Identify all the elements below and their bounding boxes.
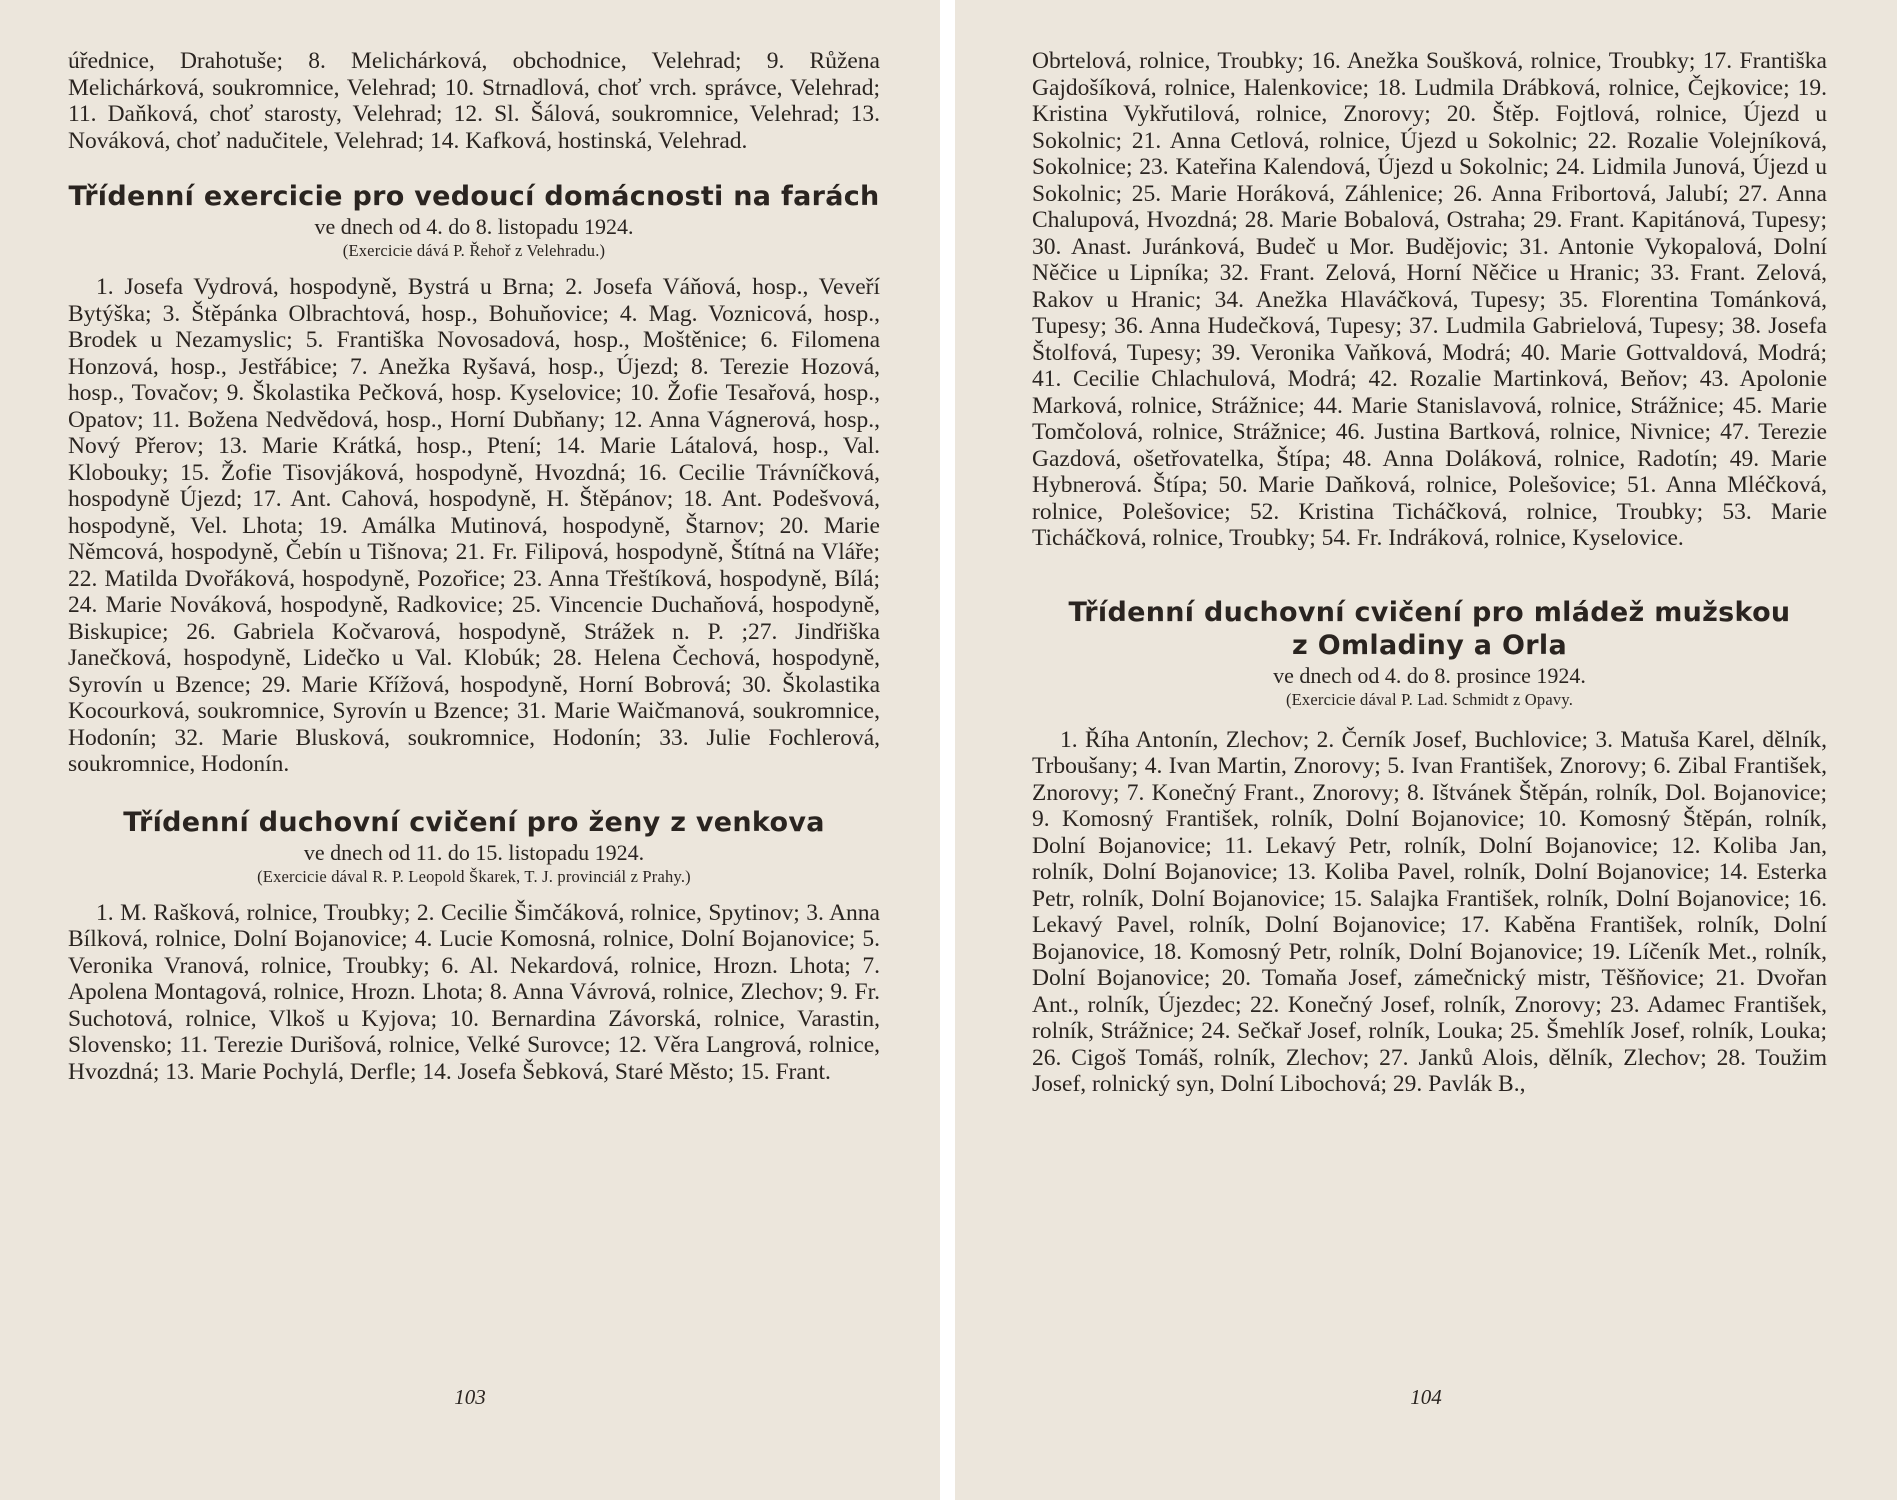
section-heading-young-men [1032,596,1827,662]
participant-list: 1. Říha Antonín, Zlechov; 2. Černík Josef, Buchlovice; 3. Matuša Karel, dělník, Trboušany; 4. Ivan Martin, Znorovy; 5. Ivan František, Znorovy; 6. Zibal František, Znorovy; 7. Konečný Frant., Znorovy; 8. Ištvánek Štěpán, rolník, Dol. Bojanovice; 9. Komosný František, rolník, Dolní Bojanovice; 10. Komosný Štěpán, rolník, Dolní Bojanovice; 11. Lekavý Petr, rolník, Dolní Bojanovice; 12. Koliba Jan, rolník, Dolní Bojanovice; 13. Koliba Pavel, rolník, Dolní Bojanovice; 14. Esterka Petr, rolník, Dolní Bojanovice; 15. Salajka František, rolník, Dolní Bojanovice; 16. Lekavý Pavel, rolník, Dolní Bojanovice; 17. Kaběna František, rolník, Dolní Bojanovice, 18. Komosný Petr, rolník, Dolní Bojanovice; 19. Líčeník Met., rolník, Dolní Bojanovice; 20. Tomaňa Josef, zámečnický mistr, Těšňovice; 21. Dvořan Ant., rolník, Újezdec; 22. Konečný Josef, rolník, Znorovy; 23. Adamec František, rolník, Strážnice; 24. Sečkař Josef, rolník, Louka; 25. Šmehlík Josef, rolník, Louka; 26. Cigoš Tomáš, rolník, Zlechov; 27. Janků Alois, dělník, Zlechov; 28. Toužim Josef, rolnický syn, Dolní Libochová; 29. Pavlák B., [1032,726,1827,1097]
right-page [955,0,1897,1500]
right-intro-paragraph: Obrtelová, rolnice, Troubky; 16. Anežka Soušková, rolnice, Troubky; 17. Františka Gajdošíková, rolnice, Halenkovice; 18. Ludmila Drábková, rolnice, Čejkovice; 19. Kristina Vykřutilová, rolnice, Znorovy; 20. Štěp. Fojtlová, rolnice, Újezd u Sokolnic; 21. Anna Cetlová, rolnice, Újezd u Sokolnic; 22. Rozalie Volejníková, Sokolnice; 23. Kateřina Kalendová, Újezd u Sokolnic; 24. Lidmila Junová, Újezd u Sokolnic; 25. Marie Horáková, Záhlenice; 26. Anna Fribortová, Jalubí; 27. Anna Chalupová, Hvozdná; 28. Marie Bobalová, Ostraha; 29. Frant. Kapitánová, Tupesy; 30. Anast. Juránková, Budeč u Mor. Budějovic; 31. Antonie Vykopalová, Dolní Něčice u Lipníka; 32. Frant. Zelová, Horní Něčice u Hranic; 33. Frant. Zelová, Rakov u Hranic; 34. Anežka Hlaváčková, Tupesy; 35. Florentina Tománková, Tupesy; 36. Anna Hudečková, Tupesy; 37. Ludmila Gabrielová, Tupesy; 38. Josefa Štolfová, Tupesy; 39. Veronika Vaňková, Modrá; 40. Marie Gottvaldová, Modrá; 41. Cecilie Chlachulová, Modrá; 42. Rozalie Martinková, Beňov; 43. Apolonie Marková, rolnice, Strážnice; 44. Marie Stanislavová, rolnice, Strážnice; 45. Marie Tomčolová, rolnice, Strážnice; 46. Justina Bartková, rolnice, Nivnice; 47. Terezie Gazdová, ošetřovatelka, Štípa; 48. Anna Doláková, rolnice, Radotín; 49. Marie Hybnerová. Štípa; 50. Marie Daňková, rolnice, Polešovice; 51. Anna Mléčková, rolnice, Polešovice; 52. Kristina Ticháčková, rolnice, Troubky; 53. Marie Ticháčková, rolnice, Troubky; 54. Fr. Indráková, rolnice, Kyselovice. [1032,48,1827,551]
section-dates: ve dnech od 4. do 8. prosince 1924. [1273,662,1586,688]
left-intro-paragraph: úřednice, Drahotuše; 8. Melichárková, obchodnice, Velehrad; 9. Růžena Melichárková, soukromnice, Velehrad; 10. Strnadlová, choť vrch. správce, Velehrad; 11. Daňková, choť starosty, Velehrad; 12. Sl. Šálová, soukromnice, Velehrad; 13. Nováková, choť nadučitele, Velehrad; 14. Kafková, hostinská, Velehrad. [68,48,880,154]
section-note: (Exercicie dával P. Lad. Schmidt z Opavy. [1285,689,1574,709]
page-number: 103 [454,1385,486,1409]
section-dates: ve dnech od 4. do 8. listopadu 1924. [314,214,634,239]
section-note: (Exercicie dává P. Řehoř z Velehradu.) [342,241,606,260]
participant-list: 1. M. Rašková, rolnice, Troubky; 2. Cecilie Šimčáková, rolnice, Spytinov; 3. Anna Bílková, rolnice, Dolní Bojanovice; 4. Lucie Komosná, rolnice, Dolní Bojanovice; 5. Veronika Vranová, rolnice, Troubky; 6. Al. Nekardová, rolnice, Hrozn. Lhota; 7. Apolena Montagová, rolnice, Hrozn. Lhota; 8. Anna Vávrová, rolnice, Zlechov; 9. Fr. Suchotová, rolnice, Vlkoš u Kyjova; 10. Bernardina Závorská, rolnice, Varastin, Slovensko; 11. Terezie Durišová, rolnice, Velké Surovce; 12. Věra Langrová, rolnice, Hvozdná; 13. Marie Pochylá, Derfle; 14. Josefa Šebková, Staré Město; 15. Frant. [68,899,880,1085]
section-heading-rural-women: Třídenní duchovní cvičení pro ženy z venkova [123,806,825,838]
page-gutter [940,0,955,1500]
participant-list: 1. Josefa Vydrová, hospodyně, Bystrá u Brna; 2. Josefa Váňová, hosp., Veveří Bytýška; 3. Štěpánka Olbrachtová, hosp., Bohuňovice; 4. Mag. Voznicová, hosp., Brodek u Nezamyslic; 5. Františka Novosadová, hosp., Moštěnice; 6. Filomena Honzová, hosp., Jestřábice; 7. Anežka Ryšavá, hosp., Újezd; 8. Terezie Hozová, hosp., Tovačov; 9. Školastika Pečková, hosp. Kyselovice; 10. Žofie Tesařová, hosp., Opatov; 11. Božena Nedvědová, hosp., Horní Dubňany; 12. Anna Vágnerová, hosp., Nový Přerov; 13. Marie Krátká, hosp., Ptení; 14. Marie Látalová, hosp., Val. Klobouky; 15. Žofie Tisovjáková, hospodyně, Hvozdná; 16. Cecilie Trávníčková, hospodyně Újezd; 17. Ant. Cahová, hospodyně, H. Štěpánov; 18. Ant. Podešvová, hospodyně, Vel. Lhota; 19. Amálka Mutinová, hospodyně, Štarnov; 20. Marie Němcová, hospodyně, Čebín u Tišnova; 21. Fr. Filipová, hospodyně, Štítná na Vláře; 22. Matilda Dvořáková, hospodyně, Pozořice; 23. Anna Třeštíková, hospodyně, Bílá; 24. Marie Nováková, hospodyně, Radkovice; 25. Vincencie Duchaňová, hospodyně, Biskupice; 26. Gabriela Kočvarová, hospodyně, Strážek n. P. ;27. Jindřiška Janečková, hospodyně, Lidečko u Val. Klobúk; 28. Helena Čechová, hospodyně, Syrovín u Bzence; 29. Marie Křížová, hospodyně, Horní Bobrová; 30. Školastika Kocourková, soukromnice, Syrovín u Bzence; 31. Marie Waičmanová, soukromnice, Hodonín; 32. Marie Blusková, soukromnice, Hodonín; 33. Julie Fochlerová, soukromnice, Hodonín. [68,274,880,777]
section-heading-housekeepers: Třídenní exercicie pro vedoucí domácnosti na farách [68,181,880,212]
heading-line: Třídenní duchovní cvičení pro mládež mužskou [1068,596,1791,628]
section-dates: ve dnech od 11. do 15. listopadu 1924. [303,839,645,865]
section-note: (Exercicie dával R. P. Leopold Škarek, T. J. provinciál z Prahy.) [257,866,691,886]
page-number: 104 [1410,1385,1442,1409]
left-page [0,0,940,1500]
heading-line: z Omladiny a Orla [1292,629,1567,661]
